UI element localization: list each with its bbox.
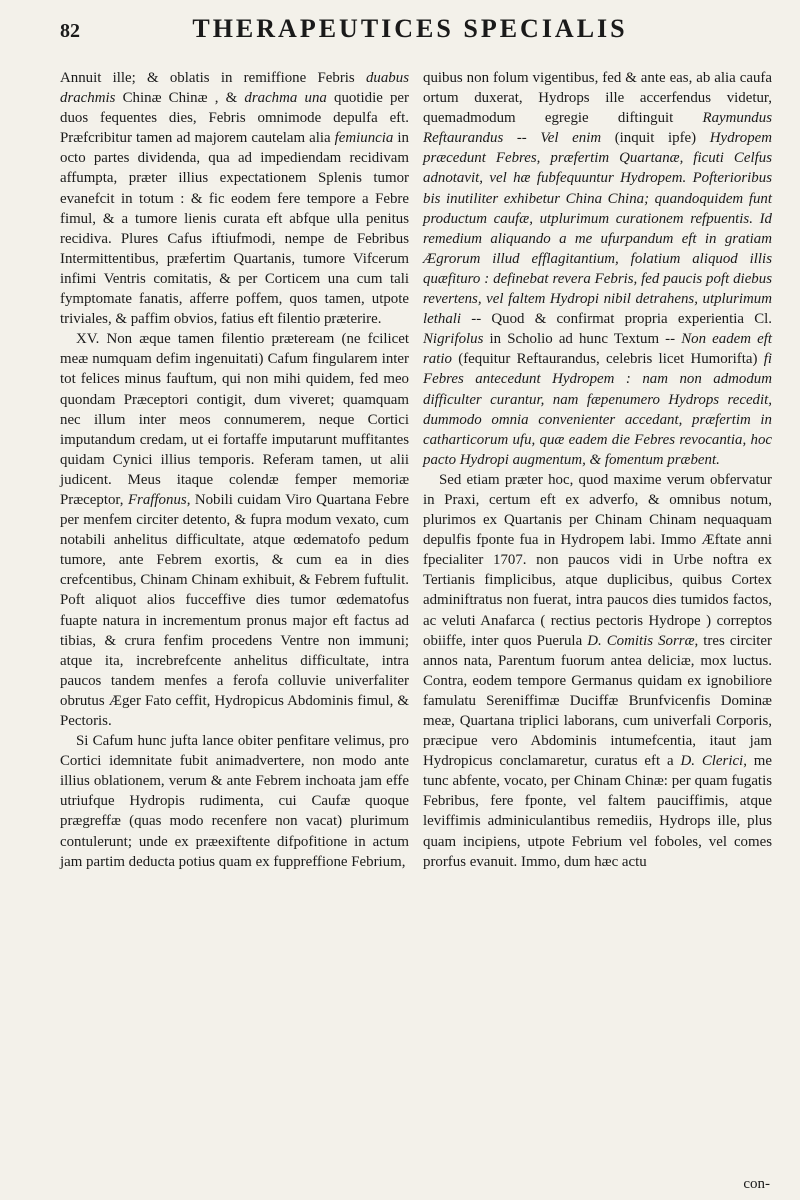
body-text: Si Cafum hunc jufta lance obiter penfitare velimus, pro Cortici idemnitate fubit animadvertere, non modo ante illius oblationem, verum & ante Febrem inchoata jam effe utriufque Hydropis rudimenta, cui Caufæ quoque prægreffæ (quas modo recenfere non vacat) plurimum contulerunt; unde ex præexiftente difpofitione in actum jam partim deducta potius quam ex fuppreffione Febrium, <box>60 733 409 870</box>
body-text: Annuit ille; & oblatis in remiffione Febris <box>60 70 366 86</box>
catchword: con- <box>743 1176 770 1192</box>
italic-text: D. Comitis Sorræ <box>587 632 695 649</box>
italic-text: Nigrifolus <box>423 331 484 348</box>
body-text: in octo partes dividenda, qua ad impediendam recidivam affumpta, præter illius expectationem Splenis tumor evanefcit in totum : & fic eodem fere tempore a Febre fimul, & a tumore lienis curata eft abfque ulla penitus recidiva. Plures Cafus iftiufmodi, nempe de Febribus Intermittentibus, præfertim Quartanis, tumore Vifcerum infimi Ventris comitatis, & per Corticem una cum tali fymptomate fanatis, afferre poffem, quos tamen, utpote triviales, & paffim obvios, fatius eft filentio præterire. <box>60 130 409 328</box>
paragraph <box>60 68 409 329</box>
page-number: 82 <box>60 20 80 42</box>
italic-text: D. Clerici <box>680 753 744 770</box>
body-text: Sed etiam præter hoc, quod maxime verum obfervatur in Praxi, certum eft ex adverfo, & omnibus notum, plurimos ex Quartanis per Chinam Chinam nequaquam depulfis fponte fua in Hydropem labi. Immo Æftate anni fpecialiter 1707. non paucos vidi in Urbe noftra ex Tertianis fimplicibus, atque duplicibus, quibus Cortex adminiftratus non fuerat, intra paucos dies tumidos factos, ac veluti Anafarca ( rectius pectoris Hydrope ) correptos obiiffe, inter quos Puerula <box>423 471 772 649</box>
italic-text: Fraffonus <box>127 491 187 508</box>
page-header <box>60 14 772 54</box>
paragraph <box>60 731 409 872</box>
italic-text: Raymundus Reftaurandus -- Vel enim <box>423 110 772 147</box>
text-columns <box>60 68 772 872</box>
running-head: THERAPEUTICES SPECIALIS <box>192 14 628 43</box>
italic-text: Hydropem præcedunt Febres, præfertim Quartanæ, ficuti Celfus adnotavit, vel hæ fubfequuntur Hydropem. Pofterioribus bis inutiliter exhibetur China China; quandoquidem funt productum caufæ, utplurimum curationem refpuentis. Id remedium aliquando a me ufurpandum eft in gratiam Ægrorum illud efflagitantium, folatium aliquod illis quæfituro : definebat revera Febris, fed paucis poft diebus revertens, vel faltem Hydropi nibil detrahens, utplurimum lethali <box>423 130 773 328</box>
body-text: , Nobili cuidam Viro Quartana Febre per menfem circiter detento, & fupra modum vexato, cum notabili anhelitus difficultate, atque œdematofo pedum tumore, ante Febrem exortis, & cum ea in dies crefcentibus, Chinam Chinam exhibuit, & Febrem fuftulit. Poft aliquot alios fucceffive dies tumor œdematofus fuapte natura in incrementum pronus major eft factus ad tibias, & crura fenfim procedens Ventre non immuni; atque ita, increbrefcente anhelitus difficultate, intra paucos tandem menfes a ferofa colluvie univerfaliter obrutus Æger Fato ceffit, Hydropicus Abdominis fimul, & Pectoris. <box>60 491 409 729</box>
italic-text: Non eadem eft ratio <box>423 331 772 368</box>
body-text: quibus non folum vigentibus, fed & ante eas, ab alia caufa ortum duxerat, Hydrops ille accerfendus videtur, quemadmodum egregie diftinguit <box>423 70 772 127</box>
body-text: quotidie per duos fequentes dies, Febris omnimode depulfa eft. Præfcribitur tamen ad majorem cautelam alia <box>60 90 410 147</box>
body-text: Chinæ Chinæ , & <box>115 90 245 107</box>
body-text: , me tunc abfente, vocato, per Chinam Chinæ: per quam fugatis Febribus, fere fponte, vel faltem pauciffimis, atque leviffimis adminiculantibus remediis, Hydrops ille, plus quam incipiens, utpote Febrium vel foboles, vel comes prorfus evanuit. Immo, dum hæc actu <box>423 753 772 870</box>
paragraph <box>423 68 772 470</box>
italic-text: fi Febres antecedunt Hydropem : nam non admodum difficulter curantur, nam fæpenumero Hydrops recedit, dummodo omnia convenienter accedant, præfertim in catharticorum ufu, quæ eadem die Febres revocantia, hoc pacto Hydropi augmentum, & fomentum præbent. <box>423 351 772 468</box>
paragraph <box>60 329 409 731</box>
right-column <box>423 68 772 872</box>
italic-text: drachma una <box>244 90 327 107</box>
body-text: in Scholio ad hunc Textum -- <box>483 331 682 348</box>
left-column <box>60 68 409 872</box>
italic-text: duabus drachmis <box>60 70 409 107</box>
italic-text: femiuncia <box>334 130 394 147</box>
body-text: -- Quod & confirmat propria experientia Cl. <box>461 311 772 328</box>
body-text: (fequitur Reftaurandus, celebris licet Humorifta) <box>451 351 764 368</box>
body-text: , tres circiter annos nata, Parentum fuorum antea deliciæ, mox luctus. Contra, eodem tempore Germanus quidam ex ignobiliore famulatu Sereniffimæ Duciffæ Brunfvicenfis Dominæ meæ, Quartana triplici laborans, cum univerfali Corporis, præcipue vero Abdominis intumefcentia, itaut jam Hydropicus conclamaretur, curatus eft a <box>423 632 772 770</box>
body-text: XV. Non æque tamen filentio præteream (ne fcilicet meæ numquam defim ingenuitati) Cafum fingularem inter tot felices minus fauftum, qui non mihi quidem, fed meo quondam Præceptori contigit, dum viveret; quamquam nec illum inter meos connumerem, neque Cortici imputandum credam, ut ei fortaffe imputarunt muffitantes quidam Cynici illius temporis. Referam tamen, ut alii judicent. Meus itaque colendæ femper memoriæ Præceptor, <box>60 331 409 508</box>
paragraph <box>423 470 772 872</box>
body-text: (inquit ipfe) <box>601 130 710 147</box>
